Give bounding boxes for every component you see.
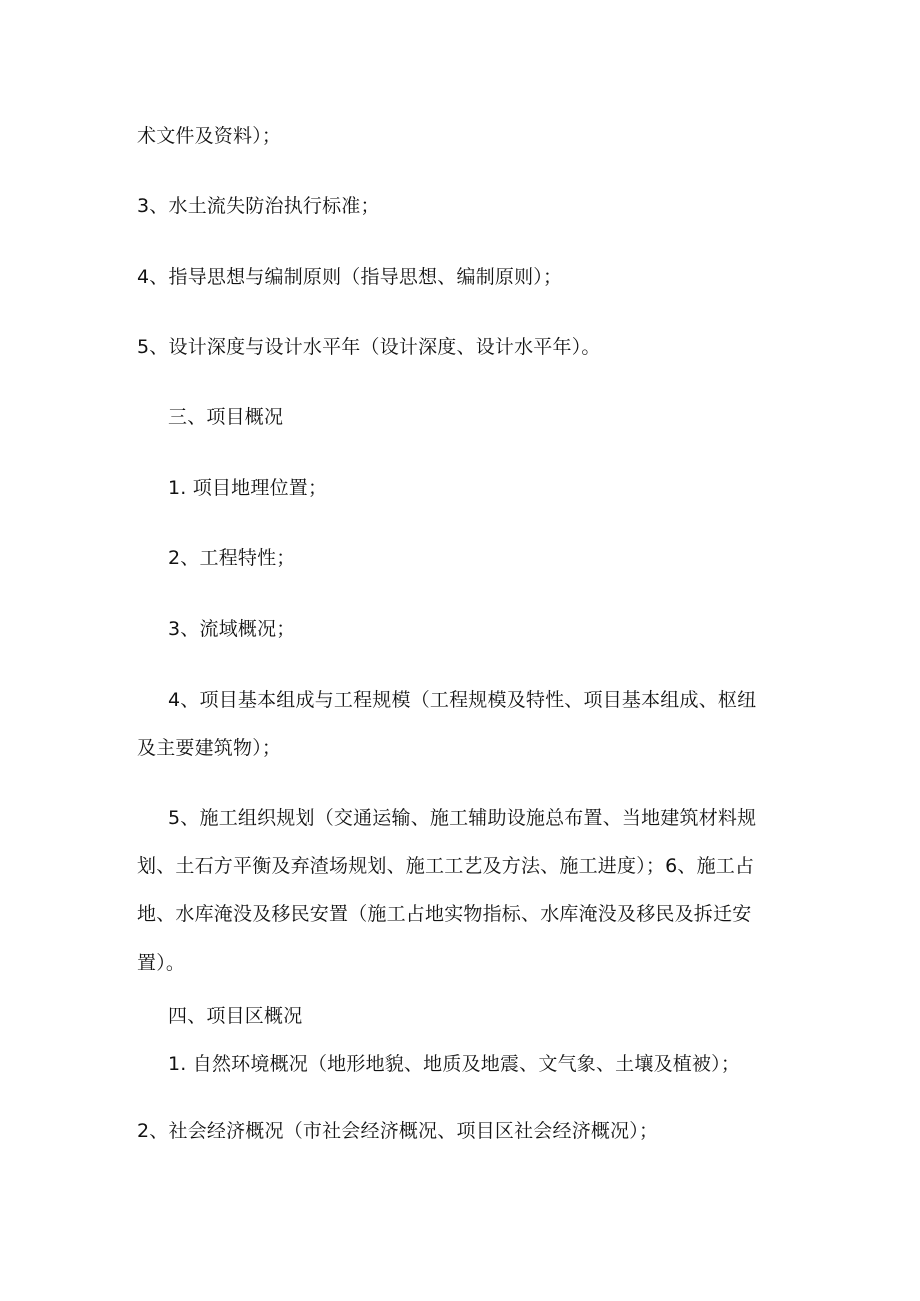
subsection-item-5-cont-3: 置）。 bbox=[137, 952, 186, 974]
section-heading-4: 四、项目区概况 bbox=[168, 1005, 303, 1027]
list-item-3: 3、水土流失防治执行标准； bbox=[137, 195, 380, 217]
subsection-item-3: 3、流域概况； bbox=[168, 618, 296, 640]
subsection-item-2: 2、工程特性； bbox=[168, 547, 296, 569]
text-line-continuation: 术文件及资料）； bbox=[137, 125, 282, 147]
subsection-item-4-cont: 及主要建筑物）； bbox=[137, 737, 282, 759]
subsection-item-5-cont-2: 地、水库淹没及移民安置（施工占地实物指标、水库淹没及移民及拆迁安 bbox=[137, 903, 752, 925]
list-item-4: 4、指导思想与编制原则（指导思想、编制原则）； bbox=[137, 266, 563, 288]
subsection-item-4-2: 2、社会经济概况（市社会经济概况、项目区社会经济概况）； bbox=[137, 1120, 659, 1142]
subsection-item-1: 1. 项目地理位置； bbox=[168, 477, 328, 499]
subsection-item-4-1: 1. 自然环境概况（地形地貌、地质及地震、文气象、土壤及植被）； bbox=[168, 1053, 741, 1075]
section-heading-3: 三、项目概况 bbox=[168, 406, 284, 428]
subsection-item-5-cont-1: 划、土石方平衡及弃渣场规划、施工工艺及方法、施工进度）；6、施工占 bbox=[137, 855, 755, 877]
list-item-5: 5、设计深度与设计水平年（设计深度、设计水平年）。 bbox=[137, 336, 601, 358]
subsection-item-4: 4、项目基本组成与工程规模（工程规模及特性、项目基本组成、枢纽 bbox=[168, 689, 757, 711]
subsection-item-5: 5、施工组织规划（交通运输、施工辅助设施总布置、当地建筑材料规 bbox=[168, 807, 757, 829]
